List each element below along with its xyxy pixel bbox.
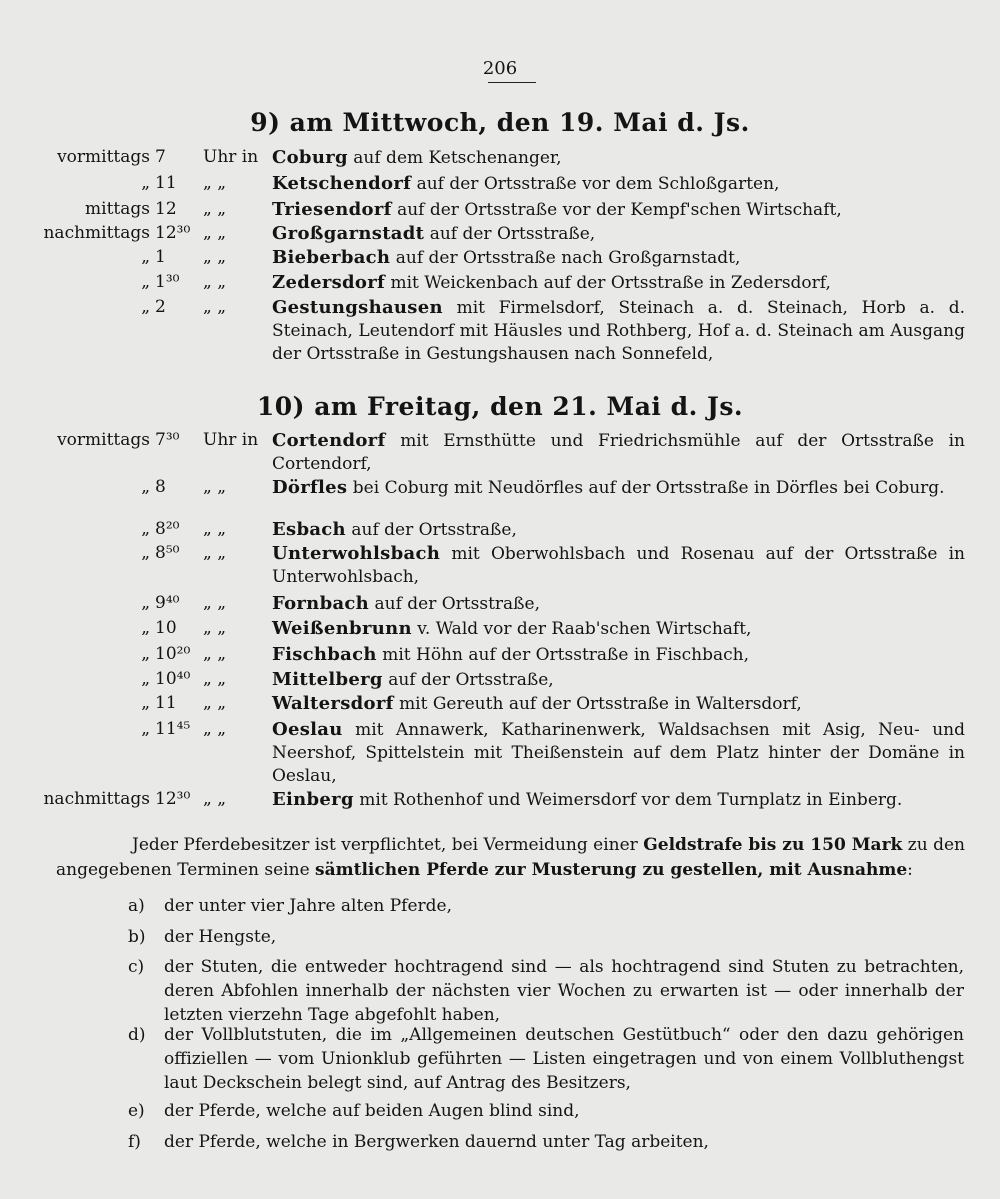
uhr-in: „ „ (203, 719, 227, 739)
time-of-day: „ (141, 719, 150, 739)
time-of-day: „ (141, 543, 150, 563)
hour: 12³⁰ (155, 223, 191, 243)
place-detail: auf der Ortsstraße, (351, 520, 517, 540)
time-of-day: „ (141, 693, 150, 713)
uhr-in: „ „ (203, 644, 227, 664)
section-10-heading: 10) am Freitag, den 21. Mai d. Js. (256, 392, 744, 421)
place-name: Zedersdorf (272, 272, 386, 293)
uhr-in: „ „ (203, 593, 227, 613)
place-detail: mit Gereuth auf der Ortsstraße in Waltersdorf, (399, 694, 802, 714)
time-of-day: „ (141, 618, 150, 638)
place-detail: mit Firmelsdorf, Steinach a. d. Steinach, Horb a. d. Steinach, Leutendorf mit Häusles und Rothberg, Hof a. d. Steinach am Ausgang der Ortsstraße in Gestungshausen nach Sonnefeld, (272, 298, 966, 364)
place-name: Fornbach (272, 593, 370, 614)
hour: 10 (155, 618, 177, 638)
hour: 11 (155, 693, 177, 713)
place-name: Ketschendorf (272, 173, 412, 194)
time-of-day: „ (141, 593, 150, 613)
time-of-day: vormittags (57, 147, 150, 167)
place-detail: mit Ernsthütte und Friedrichsmühle auf der Ortsstraße in Cortendorf, (272, 431, 966, 474)
time-of-day: nachmittags (43, 223, 150, 243)
uhr-in: „ „ (203, 693, 227, 713)
time-of-day: „ (141, 173, 150, 193)
place-detail: mit Rothenhof und Weimersdorf vor dem Turnplatz in Einberg. (359, 790, 903, 810)
exception-label: e) (128, 1101, 145, 1121)
uhr-in: „ „ (203, 173, 227, 193)
hour: 11⁴⁵ (155, 719, 191, 739)
place-name: Unterwohlsbach (272, 543, 441, 564)
place-name: Mittelberg (272, 669, 383, 690)
place-name: Esbach (272, 519, 346, 540)
exception-label: d) (128, 1025, 146, 1045)
place-detail: auf der Ortsstraße vor dem Schloßgarten, (416, 174, 780, 194)
exception-text: der Pferde, welche auf beiden Augen blind sind, (164, 1101, 580, 1121)
uhr-in: „ „ (203, 223, 227, 243)
hour: 12³⁰ (155, 789, 191, 809)
uhr-in: Uhr in (203, 147, 259, 167)
place-detail: bei Coburg mit Neudörfles auf der Ortsstraße in Dörfles bei Coburg. (352, 478, 945, 498)
notice-colon: : (907, 860, 913, 880)
time-of-day: mittags (85, 199, 150, 219)
uhr-in: „ „ (203, 297, 227, 317)
uhr-in: „ „ (203, 272, 227, 292)
hour: 8 (155, 477, 166, 497)
hour: 10⁴⁰ (155, 669, 191, 689)
place-detail: auf der Ortsstraße nach Großgarnstadt, (395, 248, 741, 268)
time-of-day: „ (141, 297, 150, 317)
place-detail: mit Oberwohlsbach und Rosenau auf der Ortsstraße in Unterwohlsbach, (272, 544, 966, 587)
hour: 1 (155, 247, 166, 267)
hour: 10²⁰ (155, 644, 191, 664)
place-detail: auf der Ortsstraße vor der Kempf'schen Wirtschaft, (397, 200, 842, 220)
time-of-day: „ (141, 644, 150, 664)
place-detail: mit Weickenbach auf der Ortsstraße in Zedersdorf, (390, 273, 831, 293)
time-of-day: „ (141, 477, 150, 497)
time-of-day: „ (141, 669, 150, 689)
place-name: Gestungshausen (272, 297, 443, 318)
uhr-in: „ „ (203, 543, 227, 563)
place-name: Bieberbach (272, 247, 391, 268)
place-detail: auf der Ortsstraße, (429, 224, 596, 244)
exception-label: a) (128, 896, 145, 916)
place-name: Fischbach (272, 644, 377, 665)
exception-label: b) (128, 927, 146, 947)
exception-text: der Hengste, (164, 927, 277, 947)
place-detail: mit Annawerk, Katharinenwerk, Waldsachsen mit Asig, Neu- und Neershof, Spittelstein mit Theißenstein auf dem Platz hinter der Domäne in Oeslau, (272, 720, 966, 786)
exception-text: der Stuten, die entweder hochtragend sind — als hochtragend sind Stuten zu betrachten, deren Abfohlen innerhalb der nächsten vier Wochen zu erwarten ist — oder innerhalb der letzten vierzehn Tage abgefohlt haben, (164, 957, 964, 1025)
place-detail: auf dem Ketschenanger, (353, 148, 562, 168)
exception-label: f) (128, 1132, 141, 1152)
place-name: Cortendorf (272, 430, 386, 451)
exception-text: der Pferde, welche in Bergwerken dauernd unter Tag arbeiten, (164, 1132, 709, 1152)
exception-text: der unter vier Jahre alten Pferde, (164, 896, 452, 916)
notice-fine: Geldstrafe bis zu 150 Mark (643, 835, 903, 855)
place-name: Dörfles (272, 477, 348, 498)
time-of-day: „ (141, 272, 150, 292)
place-name: Einberg (272, 789, 354, 810)
uhr-in: „ „ (203, 519, 227, 539)
place-name: Triesendorf (272, 199, 392, 220)
notice-paragraph (56, 833, 965, 883)
place-detail: auf der Ortsstraße, (388, 670, 554, 690)
hour: 9⁴⁰ (155, 593, 180, 613)
place-name: Waltersdorf (272, 693, 394, 714)
section-9-heading: 9) am Mittwoch, den 19. Mai d. Js. (250, 108, 750, 137)
page-number: 206 (482, 58, 518, 79)
place-name: Oeslau (272, 719, 343, 740)
hour: 2 (155, 297, 166, 317)
exception-text: der Vollblutstuten, die im „Allgemeinen deutschen Gestütbuch“ oder den dazu gehörigen offiziellen — vom Unionklub geführten — Listen eingetragen und von einem Vollbluthengst laut Deckschein belegt sind, auf Antrag des Besitzers, (164, 1025, 964, 1093)
hour: 8²⁰ (155, 519, 180, 539)
notice-requirement: sämtlichen Pferde zur Musterung zu gestellen, mit Ausnahme (315, 860, 908, 880)
hour: 1³⁰ (155, 272, 180, 292)
uhr-in: „ „ (203, 247, 227, 267)
uhr-in: „ „ (203, 789, 227, 809)
uhr-in: „ „ (203, 618, 227, 638)
uhr-in: „ „ (203, 199, 227, 219)
uhr-in: „ „ (203, 477, 227, 497)
uhr-in: „ „ (203, 669, 227, 689)
place-detail: mit Höhn auf der Ortsstraße in Fischbach, (382, 645, 749, 665)
place-name: Großgarnstadt (272, 223, 425, 244)
time-of-day: nachmittags (43, 789, 150, 809)
hour: 7³⁰ (155, 430, 180, 450)
hour: 8⁵⁰ (155, 543, 180, 563)
time-of-day: „ (141, 247, 150, 267)
exception-label: c) (128, 957, 145, 977)
notice-text: zu den angegebenen Terminen seine (56, 835, 966, 880)
place-name: Weißenbrunn (272, 618, 412, 639)
place-detail: auf der Ortsstraße, (374, 594, 540, 614)
hour: 12 (155, 199, 177, 219)
page-number-rule (488, 82, 536, 83)
place-name: Coburg (272, 147, 348, 168)
time-of-day: vormittags (57, 430, 150, 450)
notice-text: Jeder Pferdebesitzer ist verpflichtet, bei Vermeidung einer (132, 835, 638, 855)
hour: 11 (155, 173, 177, 193)
time-of-day: „ (141, 519, 150, 539)
hour: 7 (155, 147, 166, 167)
place-detail: v. Wald vor der Raab'schen Wirtschaft, (417, 619, 752, 639)
uhr-in: Uhr in (203, 430, 259, 450)
